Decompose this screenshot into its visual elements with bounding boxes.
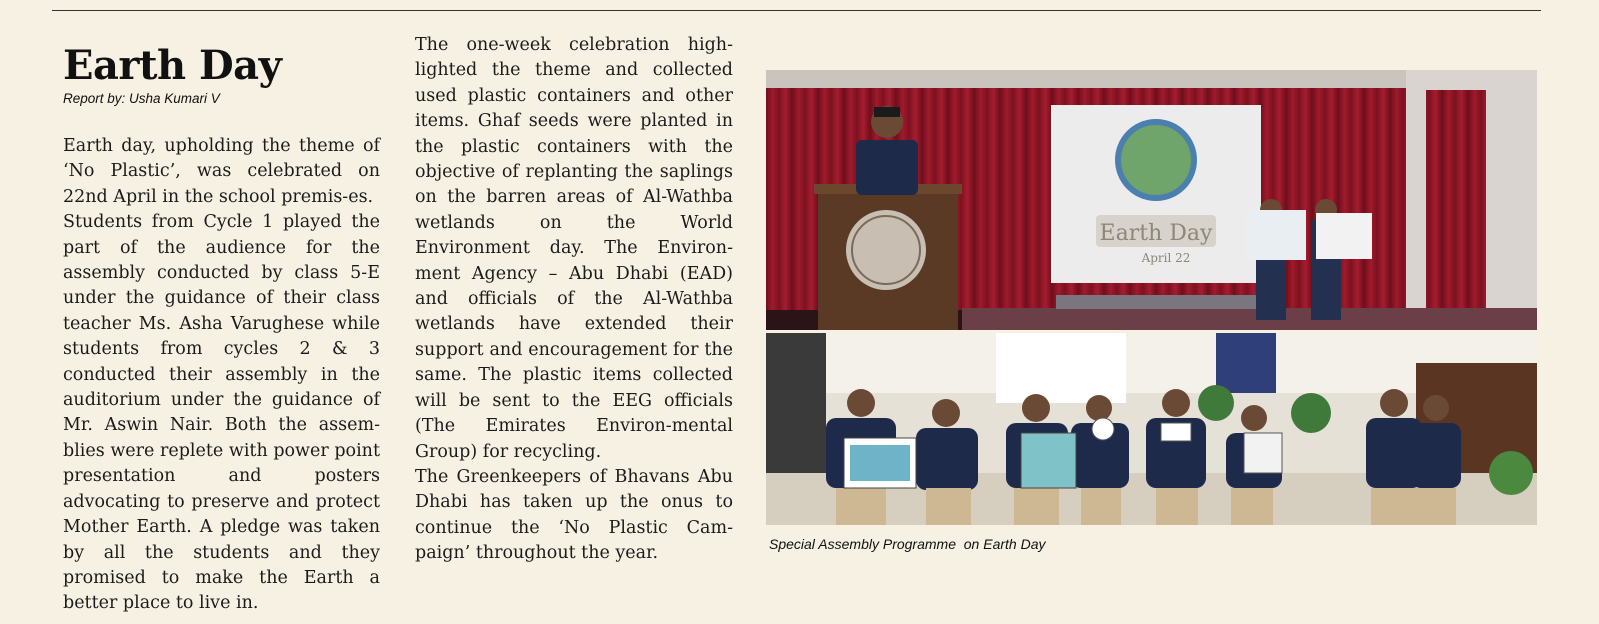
top-rule: [52, 10, 1541, 11]
paragraph-3: The one-week celebration high-lighted the theme and collected used plastic containers and other items. Ghaf seeds were planted in the plastic containers with the objective of replanting the saplings on the barren areas of Al-Wathba wetlands on the World Environment day. The Environ-ment Agency – Abu Dhabi (EAD) and officials of the Al-Wathba wetlands have extended their support and encouragement for the same. The plastic items collected will be sent to the EEG officials (The Emirates Environ-mental Group) for recycling.: [415, 35, 733, 462]
article-column-2: [415, 33, 733, 567]
photo-caption: Special Assembly Programme on Earth Day: [769, 536, 1046, 552]
paragraph-1: Earth day, upholding the theme of ‘No Plastic’, was celebrated on 22nd April in the school premis-es.: [63, 136, 380, 207]
paragraph-2: Students from Cycle 1 played the part of the audience for the assembly conducted by class 5-E under the guidance of their class teacher Ms. Asha Varughese while students from cycles 2 & 3 conducted their assembly in the auditorium under the guidance of Mr. Aswin Nair. Both the assem-blies were replete with power point presentation and posters advocating to preserve and protect Mother Earth. A pledge was taken by all the students and they promised to make the Earth a better place to live in.: [63, 212, 380, 614]
students-posters-photo: [766, 333, 1537, 525]
assembly-stage-photo: [766, 70, 1537, 330]
screen-title: Earth Day: [1099, 221, 1213, 246]
screen-subtitle: April 22: [1141, 251, 1191, 265]
byline: Report by: Usha Kumari V: [63, 91, 220, 106]
article-column-1: [63, 134, 380, 617]
article-title: Earth Day: [63, 42, 282, 89]
paragraph-4: The Greenkeepers of Bhavans Abu Dhabi has taken up the onus to continue the ‘No Plastic Cam-paign’ throughout the year.: [415, 466, 733, 564]
